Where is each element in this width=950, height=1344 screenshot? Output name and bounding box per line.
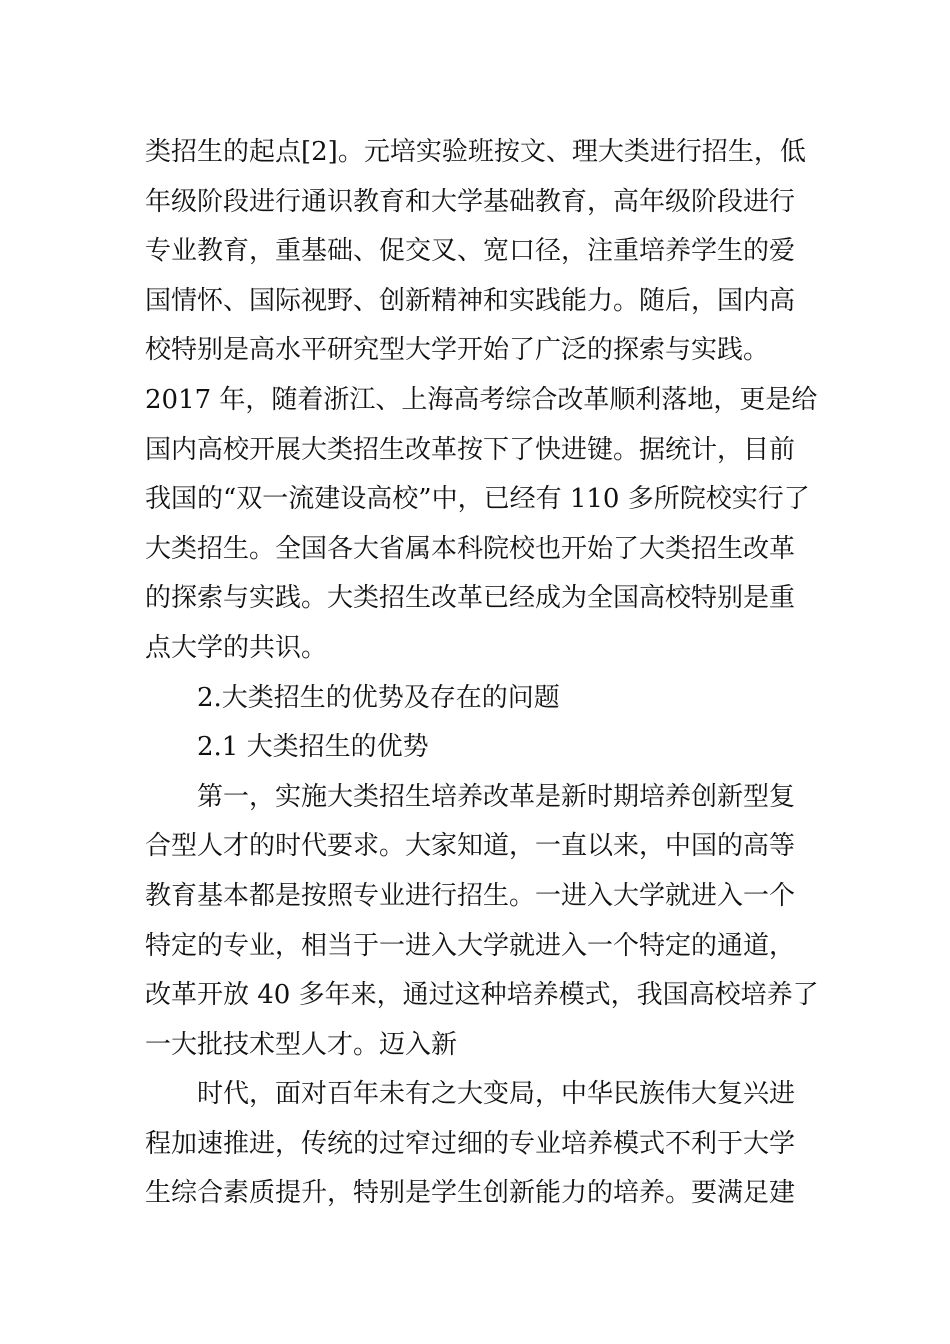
text-line: 教育基本都是按照专业进行招生。一进入大学就进入一个 bbox=[145, 880, 796, 911]
text-line: 点大学的共识。 bbox=[145, 632, 328, 663]
text-line: 的探索与实践。大类招生改革已经成为全国高校特别是重 bbox=[145, 583, 796, 614]
text-line: 改革开放 40 多年来，通过这种培养模式，我国高校培养了 bbox=[145, 980, 819, 1011]
subsection-heading: 2.1 大类招生的优势 bbox=[197, 732, 429, 763]
section-heading: 2.大类招生的优势及存在的问题 bbox=[197, 682, 560, 713]
text-line: 程加速推进，传统的过窄过细的专业培养模式不利于大学 bbox=[145, 1128, 796, 1159]
text-line: 生综合素质提升，特别是学生创新能力的培养。要满足建 bbox=[145, 1178, 796, 1209]
text-line: 国情怀、国际视野、创新精神和实践能力。随后，国内高 bbox=[145, 285, 796, 316]
body-text bbox=[145, 128, 819, 1219]
text-line: 类招生的起点[2]。元培实验班按文、理大类进行招生，低 bbox=[145, 137, 806, 167]
text-line: 年级阶段进行通识教育和大学基础教育，高年级阶段进行 bbox=[145, 186, 796, 217]
text-line: 合型人才的时代要求。大家知道，一直以来，中国的高等 bbox=[145, 831, 796, 862]
text-line: 大类招生。全国各大省属本科院校也开始了大类招生改革 bbox=[145, 533, 796, 564]
text-line: 时代，面对百年未有之大变局，中华民族伟大复兴进 bbox=[197, 1079, 796, 1110]
text-line: 特定的专业，相当于一进入大学就进入一个特定的通道， bbox=[145, 930, 796, 961]
text-line: 国内高校开展大类招生改革按下了快进键。据统计，目前 bbox=[145, 434, 796, 465]
text-line: 校特别是高水平研究型大学开始了广泛的探索与实践。 bbox=[145, 335, 770, 366]
text-line: 2017 年，随着浙江、上海高考综合改革顺利落地，更是给 bbox=[145, 384, 818, 415]
text-line: 一大批技术型人才。迈入新 bbox=[145, 1029, 458, 1060]
text-line: 我国的“双一流建设高校”中，已经有 110 多所院校实行了 bbox=[145, 484, 810, 515]
text-line: 专业教育，重基础、促交叉、宽口径，注重培养学生的爱 bbox=[145, 236, 796, 267]
text-line: 第一，实施大类招生培养改革是新时期培养创新型复 bbox=[197, 781, 796, 812]
